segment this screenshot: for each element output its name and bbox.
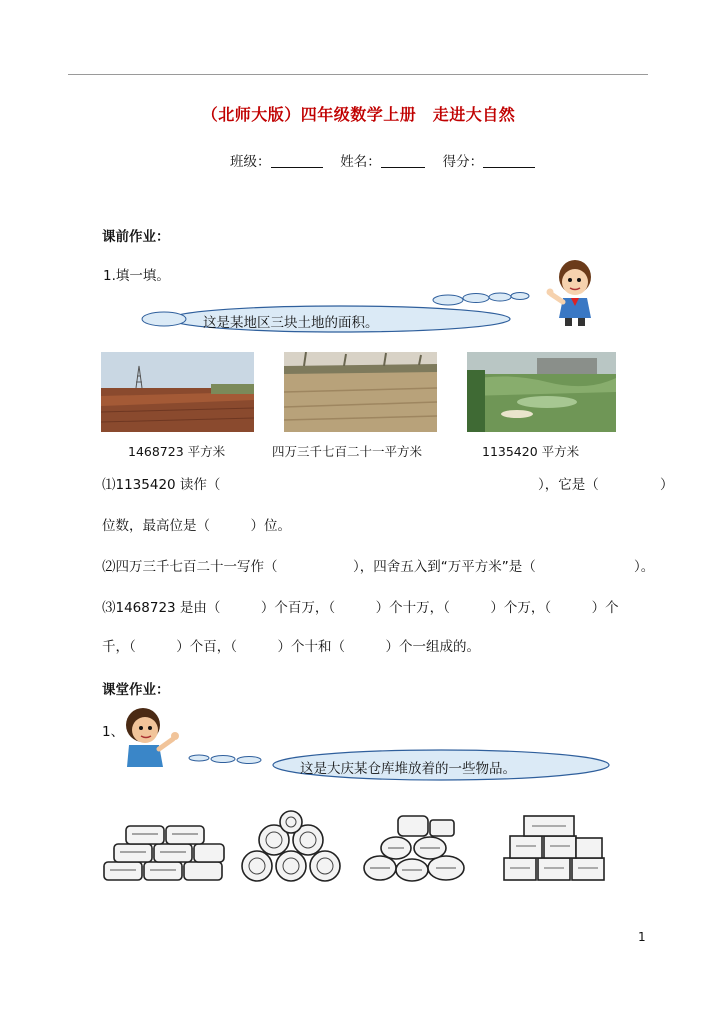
golf-course-photo	[467, 352, 616, 432]
page-number: 1	[638, 930, 646, 944]
fill-line-3b: ），四舍五入到“万平方米”是（	[353, 559, 536, 575]
cartoon-boy-pointing-icon	[115, 705, 185, 770]
fill-line-4: ⑶1468723 是由（ ）个百万，（ ）个十万，（ ）个万，（ ）个	[102, 600, 619, 616]
score-label: 得分：	[442, 154, 484, 170]
name-label: 姓名：	[340, 154, 381, 170]
section-heading-in-class: 课堂作业：	[102, 682, 170, 698]
class-label: 班级：	[230, 154, 271, 170]
page-title: （北师大版）四年级数学上册 走进大自然	[201, 105, 516, 124]
stacked-rolls-icon	[235, 810, 350, 885]
farmland-photo	[101, 352, 254, 432]
cartoon-boy-icon	[545, 256, 600, 326]
pile-of-items-icon	[358, 810, 478, 885]
caption-area-2: 四万三千七百二十一平方米	[272, 444, 423, 459]
fill-line-2: 位数，最高位是（ ）位。	[102, 518, 291, 534]
header-rule	[68, 74, 648, 75]
fill-line-1c: ）	[660, 477, 674, 493]
stacked-bags-icon	[100, 810, 230, 885]
student-info-line	[230, 150, 535, 170]
fill-line-1a: ⑴1135420 读作（	[102, 477, 221, 493]
caption-area-1: 1468723 平方米	[128, 444, 226, 459]
fill-line-5: 千，（ ）个百，（ ）个十和（ ）个一组成的。	[102, 639, 480, 655]
question-2-label: 1、	[102, 724, 125, 740]
bubble-2-text: 这是大庆某仓库堆放着的一些物品。	[300, 761, 516, 777]
score-blank[interactable]	[483, 153, 535, 168]
caption-area-3: 1135420 平方米	[482, 444, 580, 459]
fill-line-1b: ），它是（	[538, 477, 599, 493]
stacked-boxes-icon	[496, 810, 611, 885]
class-blank[interactable]	[271, 153, 323, 168]
bubble-1-text: 这是某地区三块土地的面积。	[203, 315, 379, 331]
section-heading-pre-class: 课前作业：	[102, 229, 170, 245]
fill-line-3a: ⑵四万三千七百二十一写作（	[102, 559, 278, 575]
fill-line-3c: ）。	[634, 559, 655, 575]
name-blank[interactable]	[381, 153, 425, 168]
dry-field-photo	[284, 352, 437, 432]
question-1-label: 1.填一填。	[103, 268, 170, 284]
